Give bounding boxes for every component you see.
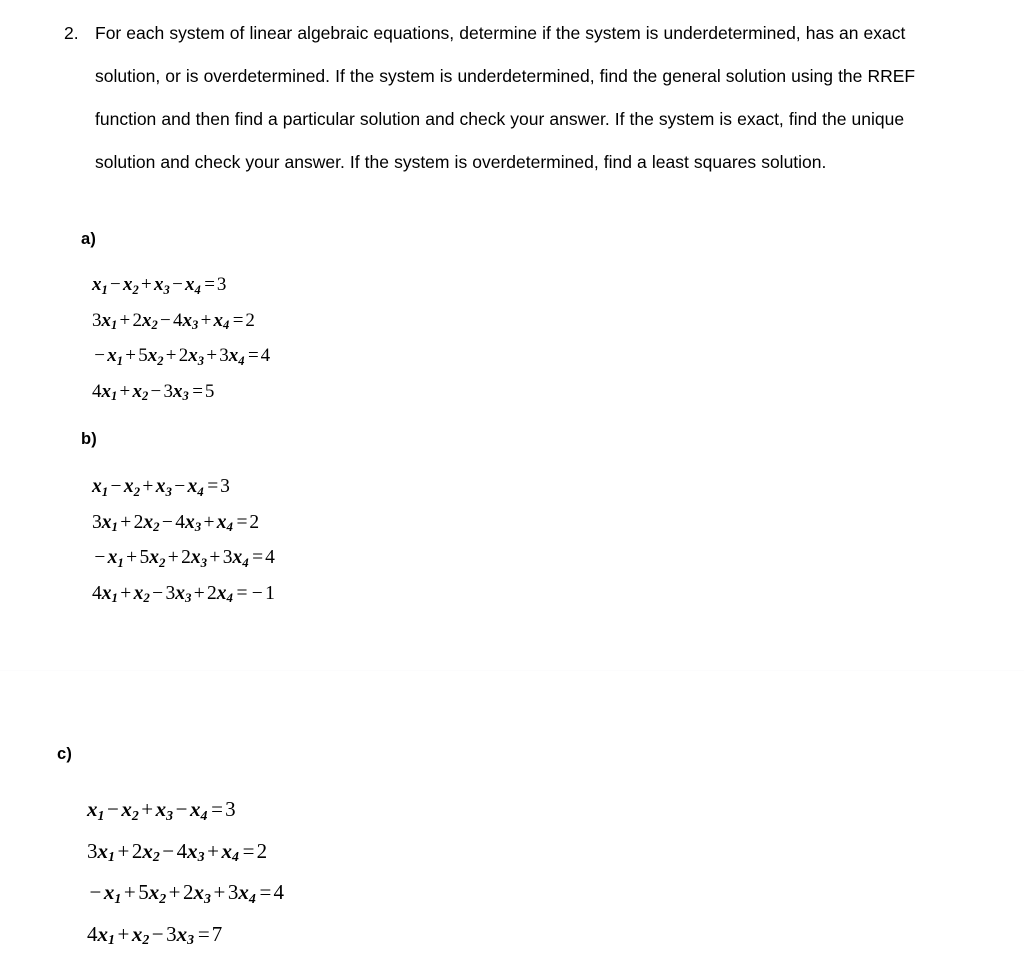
equation-line: − $x_1 + 5x_2 + 2x_3 + 3x_4 =4$ — [94, 547, 275, 570]
problem-text: For each system of linear algebraic equations, determine if the system is underdetermined, has an exact solution, or is overdetermined. If the system is underdetermined, find the general solution using the RREF function and then find a particular solution and check your answer. If the system is exact, find the unique solution and check your answer. If the system is overdetermined, find a least squares solution. — [95, 23, 916, 172]
equation-line: $4x_1 + x_2 - 3x_3 =7$ — [87, 921, 223, 948]
problem-number: 2. — [64, 23, 79, 43]
equation-line: − $x_1 + 5x_2 + 2x_3 + 3x_4 =4$ — [89, 880, 284, 906]
part-label-c: c) — [57, 745, 73, 763]
equation-block-b — [92, 470, 275, 612]
equation-line: $x_1 - x_2 + x_3 - x_4 =3$ — [92, 274, 227, 297]
part-label-a: a) — [81, 230, 97, 248]
equation-line: $3x_1 + 2x_2 - 4x_3 + x_4 =2$ — [87, 838, 268, 865]
part-label-b: b) — [81, 430, 97, 448]
equation-line: $3x_1 + 2x_2 - 4x_3 + x_4 =2$ — [92, 511, 260, 535]
equation-line: $x_1 - x_2 + x_3 - x_4 =3$ — [92, 476, 230, 499]
equation-line: $x_1 - x_2 + x_3 - x_4 =3$ — [87, 797, 236, 823]
equation-line: − $x_1 + 5x_2 + 2x_3 + 3x_4 =4$ — [94, 345, 271, 368]
equation-line: $3x_1 + 2x_2 - 4x_3 + x_4 =2$ — [92, 309, 255, 332]
equation-line: $4x_1 + x_2 - 3x_3 + 2x_4$ = − 1 — [92, 582, 275, 606]
page-break-separator — [0, 670, 1024, 671]
equation-block-c — [87, 790, 284, 956]
problem-statement — [64, 12, 944, 184]
equation-block-a — [92, 268, 270, 410]
equation-line: $4x_1 + x_2 - 3x_3 =5$ — [92, 380, 215, 403]
